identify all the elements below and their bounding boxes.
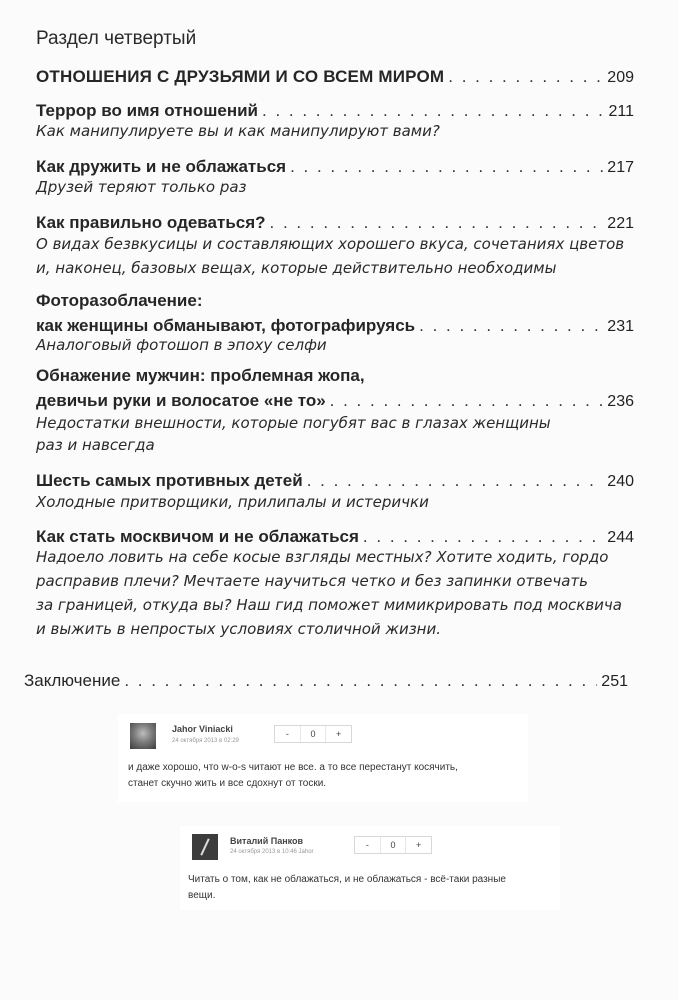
vote-down-button[interactable]: - (355, 837, 381, 853)
dot-leader (270, 212, 604, 234)
comment-date: 24 октября 2013 в 02:29 (172, 738, 239, 744)
user-avatar[interactable] (130, 723, 156, 749)
dot-leader (262, 100, 604, 122)
toc-entry-subtitle: Недостатки внешности, которые погубят вас в глазах женщины (36, 414, 551, 432)
toc-entry-subtitle: за границей, откуда вы? Наш гид поможет мимикрировать под москвича (36, 596, 622, 614)
toc-entry: Шесть самых противных детей . . . 240 (36, 470, 634, 493)
toc-entry-subtitle: и выжить в непростых условиях столичной жизни. (36, 620, 441, 638)
vote-control (274, 725, 352, 743)
toc-entry-subtitle: Друзей теряют только раз (36, 178, 247, 196)
toc-entry-title-line: Фоторазоблачение: (36, 291, 203, 310)
vote-count: 0 (301, 726, 327, 742)
toc-entry-subtitle: Надоело ловить на себе косые взгляды местных? Хотите ходить, гордо (36, 548, 609, 566)
toc-entry: Террор во имя отношений . . . 211 (36, 100, 634, 123)
dot-leader (330, 390, 604, 412)
toc-entry-subtitle: Как манипулируете вы и как манипулируют вами? (36, 122, 440, 140)
section-heading: Раздел четвертый (36, 28, 197, 49)
toc-entry: Как дружить и не облажаться . . . 217 (36, 156, 634, 179)
comment-date: 24 октября 2013 в 10:46 Jahor (230, 849, 314, 855)
dot-leader (307, 470, 604, 492)
vote-up-button[interactable]: + (416, 840, 422, 850)
comment-text: и даже хорошо, что w-o-s читают не все. а то все перестанут косячить, станет скучно жить и все сдохнут от тоски. (128, 762, 458, 789)
dot-leader (290, 156, 603, 178)
toc-entry-subtitle: Холодные притворщики, прилипалы и истерички (36, 493, 429, 511)
vote-up-button[interactable]: + (336, 729, 342, 739)
comment-card (118, 714, 528, 802)
vote-control (354, 836, 432, 854)
dot-leader (124, 670, 597, 692)
comment-author[interactable]: Виталий Панков (230, 836, 304, 846)
toc-entry-subtitle: и, наконец, базовых вещах, которые действительно необходимы (36, 259, 557, 277)
toc-entry-subtitle: расправив плечи? Мечтаете научиться четко и без запинки отвечать (36, 572, 588, 590)
comment-text: Читать о том, как не облажаться, и не облажаться - всё-таки разные вещи. (188, 874, 506, 901)
comment-card (180, 826, 560, 910)
toc-entry-part-title: ОТНОШЕНИЯ С ДРУЗЬЯМИ И СО ВСЕМ МИРОМ . . . 209 (36, 66, 634, 89)
comment-author[interactable]: Jahor Viniacki (172, 724, 233, 734)
vote-count: 0 (381, 837, 407, 853)
toc-entry: как женщины обманывают, фотографируясь . . . 231 (36, 315, 634, 338)
toc-entry: Как правильно одеваться? . . . 221 (36, 212, 634, 235)
dot-leader (363, 526, 603, 548)
toc-entry-subtitle: раз и навсегда (36, 436, 155, 454)
dot-leader (448, 66, 603, 88)
toc-entry: Как стать москвичом и не облажаться . . . 244 (36, 526, 634, 549)
toc-entry-title-line: Обнажение мужчин: проблемная жопа, (36, 366, 365, 385)
toc-entry: девичьи руки и волосатое «не то» . . . 236 (36, 390, 634, 413)
user-avatar[interactable] (192, 834, 218, 860)
vote-down-button[interactable]: - (275, 726, 301, 742)
toc-entry-conclusion: Заключение . . . 251 (24, 670, 628, 693)
toc-entry-subtitle: О видах безвкусицы и составляющих хорошего вкуса, сочетаниях цветов (36, 235, 625, 253)
toc-entry-subtitle: Аналоговый фотошоп в эпоху селфи (36, 336, 327, 354)
